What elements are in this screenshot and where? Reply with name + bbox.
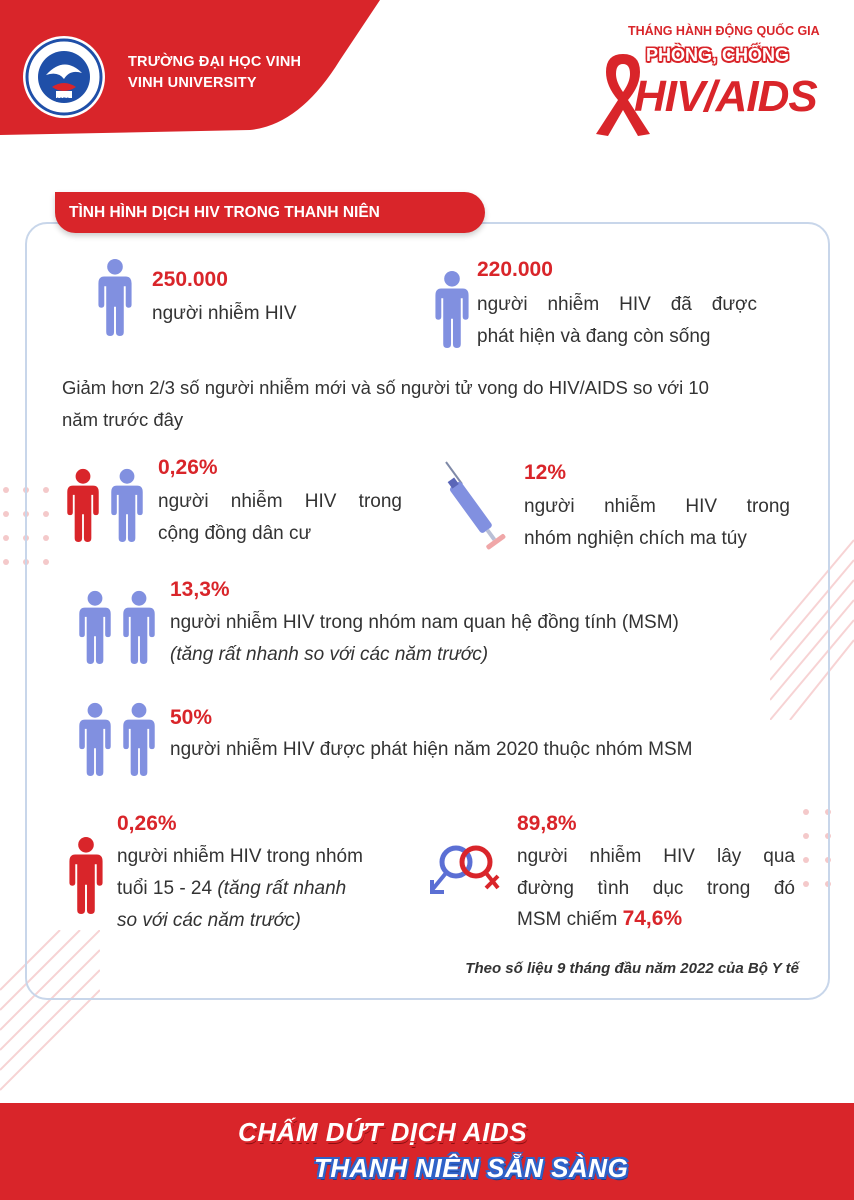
gender-symbols-icon — [428, 838, 508, 900]
person-icon — [108, 468, 146, 542]
stat-text-026-community-line2: cộng đồng dân cư — [158, 523, 312, 544]
summary-line-2: năm trước đây — [62, 409, 184, 430]
person-icon — [66, 836, 106, 914]
university-logo-icon — [22, 35, 106, 119]
stat-text-026-youth-line1: người nhiễm HIV trong nhóm — [117, 846, 363, 867]
person-icon — [120, 702, 158, 776]
stat-text-898-line3a: MSM chiếm — [517, 909, 623, 930]
university-name — [128, 52, 301, 94]
slogan-line-2: THANH NIÊN SẴN SÀNG — [314, 1153, 629, 1183]
stat-value-746: 74,6% — [622, 907, 683, 930]
campaign-line-3: HIV/AIDS — [634, 72, 817, 121]
section-title: TÌNH HÌNH DỊCH HIV TRONG THANH NIÊN — [55, 192, 485, 233]
source-note: Theo số liệu 9 tháng đầu năm 2022 của Bộ Y tế — [465, 960, 799, 977]
stat-text-220000-line1: người nhiễm HIV đã được — [477, 294, 757, 315]
stat-text-12-line1: người nhiễm HIV trong — [524, 496, 790, 517]
stat-text-026-youth-line2b: (tăng rất nhanh — [217, 878, 347, 899]
stat-value-12: 12% — [524, 461, 567, 484]
campaign-line-1: THÁNG HÀNH ĐỘNG QUỐC GIA — [628, 24, 820, 38]
campaign-badge — [588, 20, 838, 135]
person-icon — [95, 258, 135, 336]
stat-text-133-line1: người nhiễm HIV trong nhóm nam quan hệ đồng tính (MSM) — [170, 612, 679, 633]
stat-text-898-line3 — [517, 903, 682, 936]
stat-value-50: 50% — [170, 706, 213, 729]
logo-year: 1959 — [56, 98, 70, 104]
stat-text-026-youth-line3: so với các năm trước) — [117, 910, 301, 931]
stat-text-220000-line2: phát hiện và đang còn sống — [477, 326, 711, 347]
stat-value-026-youth: 0,26% — [117, 812, 177, 835]
person-icon — [432, 270, 472, 348]
stat-value-250000: 250.000 — [152, 268, 228, 291]
slogan-line-1: CHẤM DỨT DỊCH AIDS — [238, 1117, 528, 1147]
stat-value-220000: 220.000 — [477, 258, 553, 281]
person-icon — [76, 702, 114, 776]
stat-text-50: người nhiễm HIV được phát hiện năm 2020 thuộc nhóm MSM — [170, 739, 693, 760]
campaign-line-2: PHÒNG, CHỐNG — [646, 45, 790, 65]
stat-value-898: 89,8% — [517, 812, 577, 835]
university-name-vi: TRƯỜNG ĐẠI HỌC VINH — [128, 54, 302, 70]
stat-value-133: 13,3% — [170, 578, 230, 601]
syringe-icon — [440, 458, 510, 558]
stat-text-026-youth-line2 — [117, 873, 346, 905]
stat-text-133-line2: (tăng rất nhanh so với các năm trước) — [170, 644, 489, 665]
person-icon — [64, 468, 102, 542]
stat-text-898-line1: người nhiễm HIV lây qua — [517, 846, 795, 867]
person-icon — [120, 590, 158, 664]
summary-line-1: Giảm hơn 2/3 số người nhiễm mới và số người tử vong do HIV/AIDS so với 10 — [62, 377, 709, 398]
person-icon — [76, 590, 114, 664]
stat-text-12-line2: nhóm nghiện chích ma túy — [524, 528, 747, 549]
stat-text-026-community-line1: người nhiễm HIV trong — [158, 491, 402, 512]
university-name-en: VINH UNIVERSITY — [128, 75, 257, 91]
stat-value-026-community: 0,26% — [158, 456, 218, 479]
stat-text-026-youth-line2a: tuổi 15 - 24 — [117, 878, 218, 899]
stat-text-250000: người nhiễm HIV — [152, 303, 297, 324]
stat-text-898-line2: đường tình dục trong đó — [517, 878, 795, 899]
